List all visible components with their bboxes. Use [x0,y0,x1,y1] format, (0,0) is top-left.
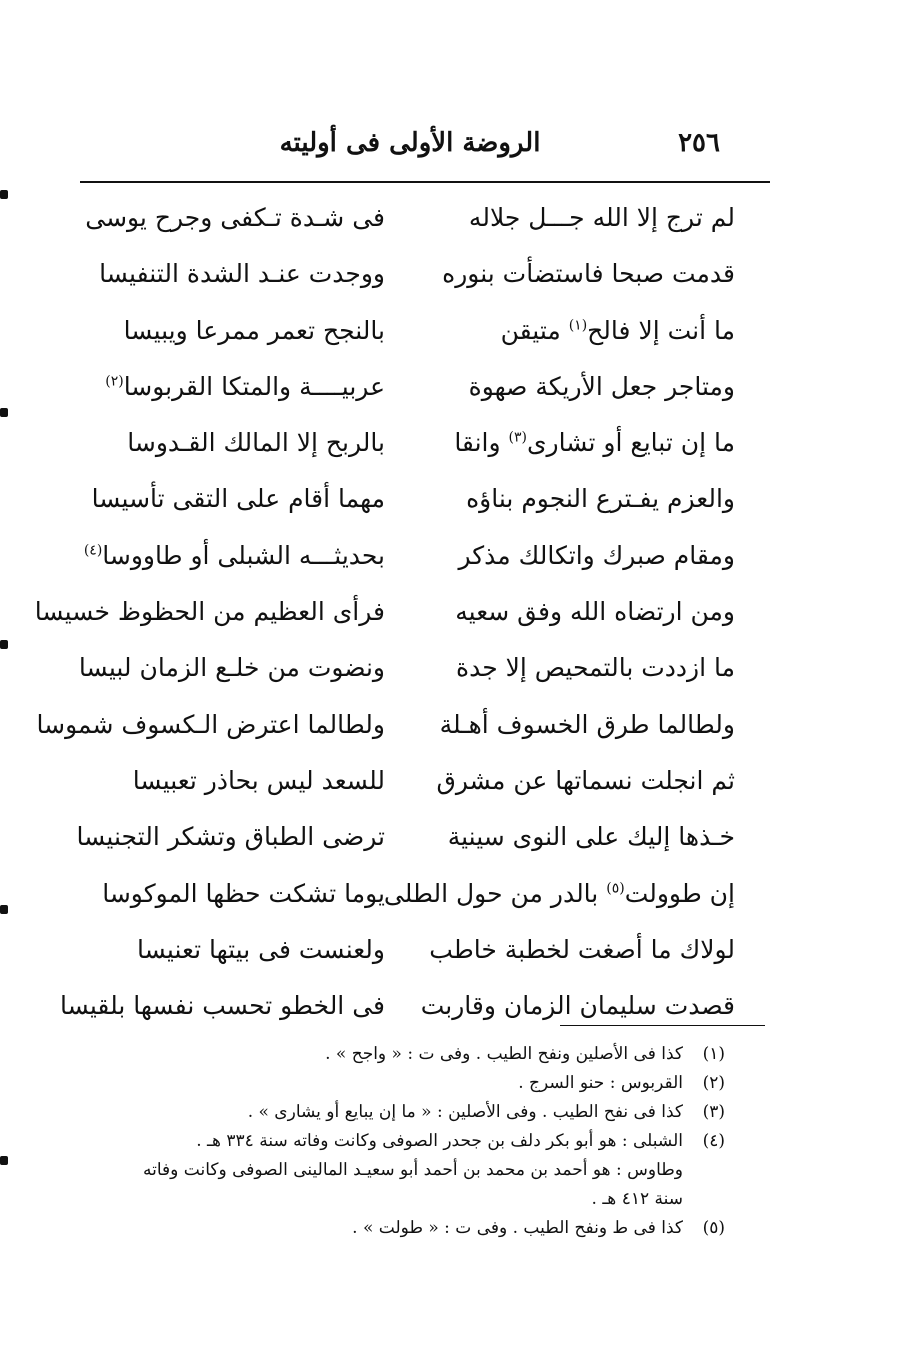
footnote-number: (٣) [702,1102,725,1122]
verse-first-hemistich [435,415,735,471]
hemistich-text: ولعنست فى بيتها تعنيسا [137,934,385,964]
footnote-text: القربوس : حنو السرج . [518,1073,683,1093]
footnote [100,1069,725,1098]
hemistich-text: ولطالما طرق الخسوف أهـلة [439,709,735,739]
hemistich-text: بحديثـــه الشبلى أو طاووسا [102,540,385,570]
verse-line [85,415,735,471]
verse-second-hemistich [34,584,385,640]
hemistich-text: ما إن تبايع أو تشارى [526,428,735,458]
page-header [100,128,720,176]
verse-line [36,697,735,753]
edge-mark [0,640,8,649]
hemistich-text: ومتاجر جعل الأريكة صهوة [468,371,735,401]
hemistich-text: بالنجح تعمر ممرعا ويبيسا [123,315,385,345]
verse-first-hemistich [435,528,735,584]
hemistich-text: ما ازددت بالتمحيص إلا جدة [456,653,735,683]
verse-second-hemistich [76,809,385,865]
footnotes [100,1040,725,1243]
hemistich-text: قصدت سليمان الزمان وقاربت [420,991,735,1021]
hemistich-text: بالدر من حول الطلى [383,878,607,908]
verse-first-hemistich [435,303,735,359]
footnote-continuation: سنة ٤١٢ هـ . [591,1189,683,1209]
verse-first-hemistich [435,471,735,527]
hemistich-text: ووجدت عنـد الشدة التنفيسا [99,259,385,289]
verse-second-hemistich [85,415,385,471]
footnote-rule [560,1025,765,1026]
hemistich-text: قدمت صبحا فاستضأت بنوره [442,259,735,289]
verse-second-hemistich [78,640,385,696]
hemistich-text: فى شـدة تـكفى وجرح يوسى [85,203,385,232]
hemistich-text: فى الخطو تحسب نفسها بلقيسا [59,991,385,1021]
edge-mark [0,190,8,199]
hemistich-text: والعزم يفـترع النجوم بناؤه [466,484,735,514]
verse-first-hemistich [435,640,735,696]
footnote-text: كذا فى نفح الطيب . وفى الأصلين : « ما إن يبايع أو يشارى » . [247,1102,683,1122]
hemistich-text: ومن ارتضاه الله وفق سعيه [455,597,735,627]
hemistich-text: ومقام صبرك واتكالك مذكر [458,540,735,570]
poem [34,190,735,1034]
footnote-text: كذا فى ط ونفح الطيب . وفى ت : « طولت » . [352,1218,683,1238]
verse-line [34,584,735,640]
verse-line [59,978,735,1034]
verse-line [85,471,735,527]
edge-mark [0,408,8,417]
hemistich-text: وانقا [454,428,509,458]
hemistich-text: لولاك ما أصغت لخطبة خاطب [429,934,735,964]
footnote [100,1127,725,1156]
hemistich-text: فرأى العظيم من الحظوظ خسيسا [34,597,385,627]
verse-first-hemistich [435,246,735,302]
verse-first-hemistich [435,584,735,640]
hemistich-text: يوما تشكت حظها الموكوسا [102,878,385,908]
verse-first-hemistich [435,753,735,809]
edge-mark [0,905,8,914]
footnote-number: (٥) [702,1218,725,1238]
verse-second-hemistich [85,359,385,415]
hemistich-text: ولطالما اعترض الـكسوف شموسا [36,709,385,739]
hemistich-text: خـذها إليك على النوى سينية [447,822,735,852]
hemistich-text: ونضوت من خلـع الزمان لبيسا [78,653,385,683]
verse-second-hemistich [85,866,385,922]
verse-second-hemistich [36,697,385,753]
verse-line [85,359,735,415]
footnote-ref: (٣) [508,429,527,446]
verse-first-hemistich [435,809,735,865]
footnote-number: (١) [702,1044,725,1064]
footnote-ref: (١) [568,317,588,334]
footnote [100,1214,725,1243]
footnote-text: الشبلى : هو أبو بكر دلف بن جحدر الصوفى وكانت وفاته سنة ٣٣٤ هـ . [196,1131,683,1151]
verse-line [85,190,735,246]
verse-first-hemistich [429,922,735,978]
footnote-number: (٤) [702,1131,725,1151]
verse-second-hemistich [85,922,385,978]
verse-line [85,753,735,809]
footnote-ref: (٢) [105,373,124,390]
verse-line [85,246,735,302]
verse-line [85,866,735,922]
verse-second-hemistich [85,303,385,359]
verse-second-hemistich [85,190,385,246]
verse-first-hemistich [435,697,735,753]
footnote-ref: (٤) [83,542,103,559]
hemistich-text: بالربح إلا المالك القـدوسا [127,428,385,458]
verse-line [76,809,735,865]
running-title: الروضة الأولى فى أوليته [279,128,541,158]
hemistich-text: إن طوولت [624,878,735,908]
hemistich-text: متيقن [500,315,569,345]
header-rule [80,181,770,183]
hemistich-text: ما أنت إلا فالح [587,315,735,345]
hemistich-text: ثم انجلت نسماتها عن مشرق [436,765,735,795]
hemistich-text: ترضى الطباق وتشكر التجنيسا [76,822,385,852]
verse-line [78,640,735,696]
footnote-number: (٢) [702,1073,725,1093]
footnote-continuation: وطاوس : هو أحمد بن محمد بن أحمد أبو سعيـد المالينى الصوفى وكانت وفاته [143,1160,683,1180]
footnote [100,1040,725,1069]
verse-second-hemistich [85,246,385,302]
footnote [100,1098,725,1127]
hemistich-text: مهما أقام على التقى تأسيسا [91,484,385,514]
hemistich-text: لم ترج إلا الله جـــل جلاله [468,203,735,232]
footnote-ref: (٥) [606,880,625,897]
verse-line [85,922,735,978]
edge-mark [0,1156,8,1165]
verse-line [85,303,735,359]
hemistich-text: عربيــــة والمتكا القربوسا [123,371,385,401]
verse-second-hemistich [85,528,385,584]
verse-second-hemistich [85,753,385,809]
verse-first-hemistich [435,359,735,415]
hemistich-text: للسعد ليس بحاذر تعبيسا [132,765,385,795]
verse-second-hemistich [59,978,385,1034]
footnote-text: كذا فى الأصلين ونفح الطيب . وفى ت : « واجح » . [325,1044,683,1064]
verse-second-hemistich [85,471,385,527]
verse-line [85,528,735,584]
verse-first-hemistich [435,190,735,246]
page-number: ٢٥٦ [678,128,720,158]
verse-first-hemistich [383,866,735,922]
